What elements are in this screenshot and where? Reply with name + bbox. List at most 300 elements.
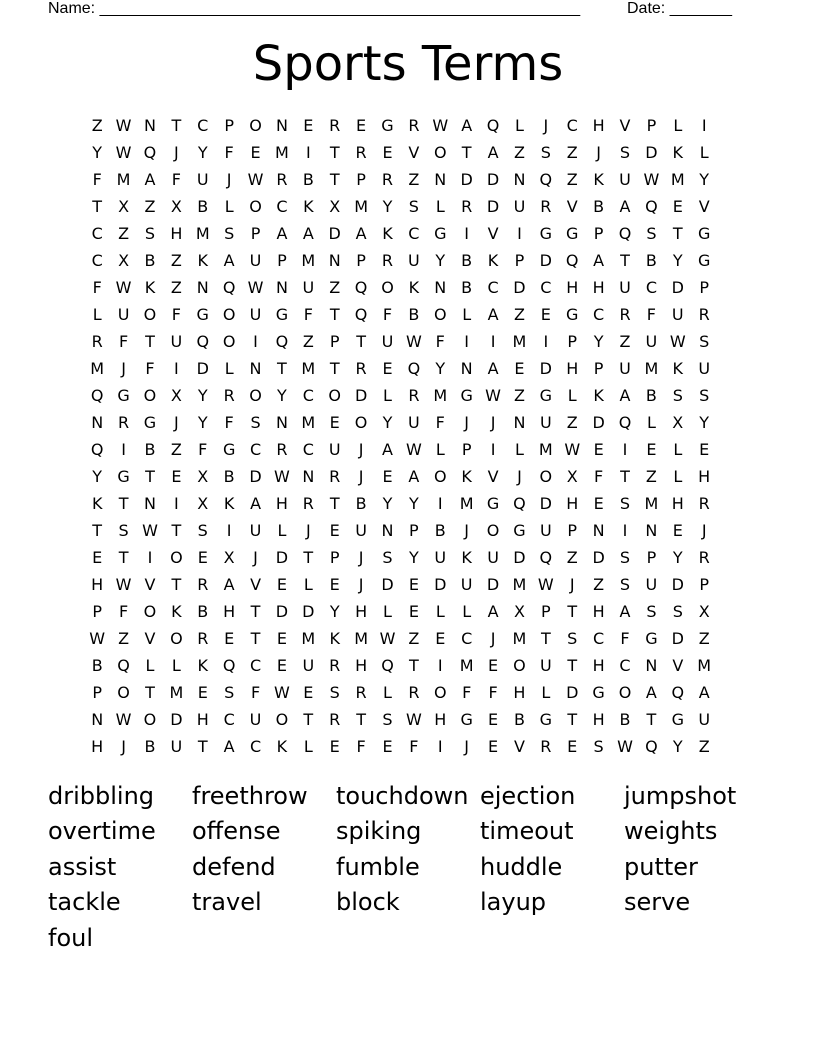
grid-letter: Z (593, 575, 605, 594)
grid-letter: W (115, 710, 132, 729)
grid-letter: W (115, 575, 132, 594)
grid-letter: I (490, 332, 496, 351)
grid-letter: C (223, 710, 235, 729)
grid-letter: T (171, 116, 182, 135)
grid-letter: T (567, 656, 578, 675)
grid-letter: L (277, 521, 287, 540)
grid-letter: I (121, 440, 126, 459)
grid-letter: U (539, 521, 552, 540)
grid-letter: H (592, 656, 605, 675)
grid-row (84, 733, 744, 760)
grid-letter: T (171, 521, 182, 540)
grid-letter: R (381, 251, 394, 270)
grid-letter: T (567, 710, 578, 729)
grid-letter: D (275, 548, 289, 567)
grid-letter: N (249, 359, 262, 378)
grid-letter: T (646, 710, 657, 729)
grid-letter: K (593, 386, 604, 405)
grid-letter: E (488, 737, 499, 756)
grid-letter: N (275, 278, 288, 297)
grid-letter: S (250, 413, 261, 432)
grid-letter: L (383, 602, 392, 621)
grid-letter: C (487, 278, 499, 297)
grid-letter: F (250, 683, 261, 702)
grid-letter: J (253, 548, 258, 567)
grid-letter: E (488, 656, 499, 675)
grid-letter: G (460, 710, 473, 729)
grid-letter: E (197, 548, 208, 567)
grid-letter: C (276, 197, 288, 216)
grid-letter: T (620, 467, 630, 486)
grid-letter: R (698, 494, 710, 513)
grid-letter: P (541, 602, 551, 621)
word-row (48, 920, 768, 956)
grid-letter: P (646, 548, 657, 567)
grid-row (84, 166, 744, 193)
grid-letter: E (276, 575, 287, 594)
grid-row (84, 571, 744, 598)
grid-letter: O (222, 305, 236, 324)
grid-letter: M (512, 332, 527, 351)
grid-letter: S (540, 143, 551, 162)
grid-letter: W (669, 332, 686, 351)
grid-letter: N (275, 413, 288, 432)
grid-letter: H (592, 278, 605, 297)
word-list-item: serve (624, 888, 691, 917)
grid-letter: Y (672, 548, 683, 567)
grid-letter: M (433, 386, 448, 405)
grid-letter: L (383, 683, 392, 702)
grid-letter: C (645, 278, 657, 297)
grid-letter: K (171, 602, 182, 621)
grid-letter: B (91, 656, 103, 675)
word-row (48, 885, 768, 921)
grid-letter: R (355, 359, 367, 378)
grid-letter: Y (197, 413, 208, 432)
grid-letter: W (643, 170, 660, 189)
grid-letter: P (646, 116, 657, 135)
grid-letter: K (672, 359, 684, 378)
grid-letter: G (486, 494, 500, 513)
grid-letter: D (671, 278, 684, 297)
grid-letter: O (513, 656, 526, 675)
grid-letter: F (224, 413, 234, 432)
grid-letter: U (249, 521, 262, 540)
grid-letter: Q (381, 656, 394, 675)
grid-letter: X (197, 494, 209, 513)
grid-letter: F (435, 332, 445, 351)
grid-letter: L (435, 602, 445, 621)
grid-letter: Q (354, 278, 368, 297)
grid-letter: L (646, 413, 656, 432)
grid-letter: Q (513, 494, 526, 513)
grid-letter: X (513, 602, 525, 621)
grid-letter: A (223, 251, 235, 270)
grid-row (84, 706, 744, 733)
grid-letter: P (356, 251, 366, 270)
grid-letter: W (405, 710, 422, 729)
grid-letter: F (382, 305, 393, 324)
grid-letter: F (145, 359, 155, 378)
grid-letter: F (198, 440, 208, 459)
grid-letter: O (222, 332, 236, 351)
grid-letter: F (118, 602, 129, 621)
grid-letter: Z (170, 278, 182, 297)
grid-letter: P (329, 548, 340, 567)
grid-letter: T (620, 251, 630, 270)
grid-letter: S (619, 548, 631, 567)
grid-letter: M (644, 359, 659, 378)
grid-letter: B (197, 197, 209, 216)
grid-letter: C (197, 116, 209, 135)
grid-letter: Y (593, 332, 604, 351)
grid-letter: Z (698, 629, 710, 648)
grid-row (84, 193, 744, 220)
grid-letter: C (461, 629, 473, 648)
grid-letter: K (408, 278, 420, 297)
name-field-label: Name: ______________________________________________________ (48, 0, 581, 17)
grid-letter: E (356, 116, 367, 135)
grid-letter: D (486, 197, 500, 216)
grid-letter: W (485, 386, 501, 405)
grid-letter: S (619, 143, 631, 162)
grid-letter: Q (354, 305, 368, 324)
grid-letter: O (381, 278, 394, 297)
grid-letter: B (619, 710, 631, 729)
grid-letter: K (593, 170, 604, 189)
grid-letter: Z (513, 143, 525, 162)
grid-letter: C (249, 440, 262, 459)
grid-letter: S (672, 386, 683, 405)
grid-letter: P (593, 359, 604, 378)
grid-letter: L (514, 116, 524, 135)
grid-letter: S (619, 575, 631, 594)
grid-letter: W (142, 521, 158, 540)
grid-letter: L (541, 683, 551, 702)
grid-letter: G (275, 305, 289, 324)
grid-letter: T (356, 332, 366, 351)
grid-letter: E (303, 683, 314, 702)
grid-letter: L (383, 386, 392, 405)
grid-letter: N (434, 278, 447, 297)
grid-letter: O (143, 710, 157, 729)
grid-letter: O (354, 413, 368, 432)
grid-letter: A (619, 197, 631, 216)
grid-letter: U (513, 197, 526, 216)
grid-letter: K (91, 494, 103, 513)
grid-letter: H (355, 656, 368, 675)
grid-letter: N (645, 521, 658, 540)
grid-letter: D (566, 683, 579, 702)
grid-letter: N (275, 116, 288, 135)
grid-letter: I (437, 494, 443, 513)
grid-letter: Z (513, 305, 525, 324)
grid-letter: T (118, 548, 129, 567)
grid-letter: T (303, 548, 314, 567)
grid-letter: Z (619, 332, 631, 351)
grid-letter: H (671, 494, 684, 513)
grid-letter: E (329, 413, 340, 432)
word-list-item: defend (192, 852, 276, 881)
grid-letter: W (564, 440, 581, 459)
grid-letter: M (644, 494, 659, 513)
grid-letter: F (646, 305, 656, 324)
grid-letter: D (539, 359, 552, 378)
grid-letter: E (408, 575, 419, 594)
word-list-item: freethrow (192, 781, 308, 810)
grid-letter: X (170, 386, 182, 405)
grid-letter: R (223, 386, 235, 405)
grid-letter: E (646, 440, 657, 459)
grid-letter: N (196, 278, 209, 297)
grid-letter: E (699, 440, 710, 459)
grid-letter: E (435, 629, 446, 648)
grid-letter: T (672, 224, 683, 243)
grid-letter: R (619, 305, 631, 324)
grid-letter: R (540, 197, 552, 216)
grid-letter: J (543, 116, 549, 135)
grid-letter: M (116, 170, 131, 189)
grid-letter: U (381, 332, 394, 351)
grid-letter: F (92, 278, 102, 297)
grid-letter: Y (435, 251, 446, 270)
grid-letter: K (329, 629, 340, 648)
grid-letter: O (539, 467, 553, 486)
grid-letter: E (382, 143, 393, 162)
grid-letter: E (92, 548, 103, 567)
grid-letter: X (170, 197, 182, 216)
grid-row (84, 139, 744, 166)
grid-letter: L (435, 197, 445, 216)
grid-letter: Q (539, 170, 553, 189)
grid-letter: F (171, 170, 181, 189)
grid-letter: D (302, 602, 315, 621)
grid-letter: Y (382, 197, 393, 216)
grid-letter: Z (118, 224, 130, 243)
grid-letter: H (592, 116, 605, 135)
grid-letter: I (543, 332, 549, 351)
grid-letter: A (223, 575, 235, 594)
page-title: Sports Terms (252, 36, 564, 92)
grid-letter: I (226, 521, 232, 540)
grid-letter: S (118, 521, 129, 540)
grid-letter: L (673, 467, 683, 486)
grid-letter: E (672, 521, 683, 540)
grid-letter: F (224, 143, 234, 162)
grid-letter: L (303, 737, 313, 756)
grid-letter: Q (196, 332, 210, 351)
grid-letter: I (490, 440, 496, 459)
grid-row (84, 274, 744, 301)
grid-letter: E (329, 575, 340, 594)
grid-letter: R (540, 737, 552, 756)
grid-row (84, 355, 744, 382)
grid-letter: T (329, 494, 340, 513)
grid-letter: J (358, 440, 364, 459)
grid-letter: D (513, 278, 526, 297)
grid-letter: C (249, 656, 262, 675)
grid-letter: R (698, 548, 710, 567)
grid-letter: I (147, 548, 153, 567)
grid-letter: X (118, 251, 130, 270)
grid-letter: M (697, 656, 712, 675)
grid-letter: D (460, 170, 473, 189)
grid-letter: D (354, 386, 368, 405)
grid-letter: I (437, 737, 443, 756)
grid-letter: Y (382, 494, 393, 513)
grid-letter: F (409, 737, 419, 756)
grid-letter: R (329, 710, 341, 729)
grid-letter: F (92, 170, 102, 189)
grid-letter: X (223, 548, 235, 567)
grid-letter: T (277, 359, 287, 378)
grid-letter: C (91, 224, 103, 243)
grid-letter: N (143, 116, 156, 135)
grid-letter: Z (513, 386, 525, 405)
grid-letter: N (328, 251, 341, 270)
grid-letter: H (566, 278, 579, 297)
grid-letter: M (459, 494, 474, 513)
grid-letter: V (408, 143, 420, 162)
grid-letter: Y (277, 386, 287, 405)
grid-letter: D (196, 359, 209, 378)
grid-letter: Z (566, 548, 578, 567)
word-row (48, 778, 768, 814)
grid-letter: T (145, 467, 155, 486)
grid-letter: O (170, 629, 183, 648)
grid-letter: T (461, 143, 472, 162)
grid-letter: Z (302, 332, 314, 351)
grid-letter: I (174, 359, 179, 378)
grid-letter: S (408, 197, 419, 216)
grid-letter: O (143, 386, 157, 405)
grid-letter: B (144, 737, 156, 756)
grid-letter: M (354, 629, 368, 648)
grid-letter: P (593, 224, 604, 243)
grid-letter: O (170, 548, 183, 567)
grid-letter: V (672, 656, 684, 675)
word-list-item: assist (48, 852, 117, 881)
grid-letter: S (672, 602, 683, 621)
grid-letter: O (249, 386, 262, 405)
word-list-item: touchdown (336, 781, 469, 810)
grid-letter: W (247, 170, 264, 189)
grid-letter: R (698, 305, 710, 324)
grid-letter: A (276, 224, 288, 243)
grid-letter: Q (275, 332, 289, 351)
grid-letter: A (619, 386, 631, 405)
word-list-item: dribbling (48, 781, 155, 810)
grid-letter: B (434, 521, 446, 540)
grid-letter: Z (329, 278, 341, 297)
grid-letter: E (276, 656, 287, 675)
grid-letter: K (382, 224, 393, 243)
grid-letter: X (197, 467, 209, 486)
grid-letter: W (379, 629, 396, 648)
grid-letter: R (197, 629, 209, 648)
grid-letter: H (196, 710, 209, 729)
grid-letter: E (329, 521, 340, 540)
grid-letter: P (409, 521, 419, 540)
grid-letter: V (487, 467, 499, 486)
grid-letter: A (223, 737, 235, 756)
grid-letter: T (197, 737, 208, 756)
grid-letter: L (145, 656, 155, 675)
grid-letter: I (464, 224, 470, 243)
grid-letter: L (567, 386, 577, 405)
grid-letter: J (464, 521, 470, 540)
grid-letter: U (619, 278, 631, 297)
grid-letter: P (514, 251, 525, 270)
grid-letter: X (329, 197, 341, 216)
grid-letter: P (699, 575, 709, 594)
grid-letter: A (593, 251, 605, 270)
grid-letter: B (645, 386, 657, 405)
grid-letter: C (408, 224, 420, 243)
grid-letter: U (355, 521, 367, 540)
grid-letter: B (144, 440, 156, 459)
grid-letter: G (143, 413, 157, 432)
grid-letter: C (593, 305, 605, 324)
grid-letter: H (434, 710, 447, 729)
grid-letter: G (196, 305, 209, 324)
grid-letter: W (274, 683, 290, 702)
grid-letter: F (356, 737, 366, 756)
grid-letter: G (434, 224, 447, 243)
grid-letter: N (91, 413, 104, 432)
grid-letter: W (115, 143, 132, 162)
grid-letter: V (513, 737, 525, 756)
grid-letter: E (382, 467, 393, 486)
grid-letter: T (329, 359, 340, 378)
grid-letter: Q (90, 386, 104, 405)
grid-letter: Z (91, 116, 103, 135)
grid-letter: F (118, 332, 129, 351)
grid-letter: Q (486, 116, 500, 135)
grid-letter: Z (170, 440, 182, 459)
grid-letter: L (673, 116, 683, 135)
grid-letter: W (115, 116, 132, 135)
grid-letter: E (171, 467, 182, 486)
grid-letter: J (517, 467, 522, 486)
grid-letter: O (275, 710, 289, 729)
grid-letter: P (329, 332, 340, 351)
grid-row (84, 301, 744, 328)
grid-letter: D (328, 224, 341, 243)
grid-letter: J (358, 575, 364, 594)
grid-letter: E (593, 440, 604, 459)
grid-letter: W (115, 278, 132, 297)
grid-letter: Q (90, 440, 104, 459)
grid-letter: H (223, 602, 236, 621)
grid-letter: W (537, 575, 554, 594)
grid-letter: G (381, 116, 394, 135)
grid-letter: G (513, 521, 526, 540)
grid-letter: K (197, 656, 208, 675)
grid-letter: Z (118, 629, 130, 648)
grid-letter: A (461, 116, 473, 135)
grid-letter: D (539, 494, 552, 513)
grid-letter: W (274, 467, 290, 486)
grid-letter: O (618, 683, 632, 702)
grid-letter: H (91, 575, 104, 594)
grid-row (84, 679, 744, 706)
grid-letter: J (121, 359, 126, 378)
grid-letter: Y (408, 548, 419, 567)
grid-letter: P (567, 332, 578, 351)
grid-letter: Z (698, 737, 710, 756)
grid-letter: J (358, 467, 364, 486)
